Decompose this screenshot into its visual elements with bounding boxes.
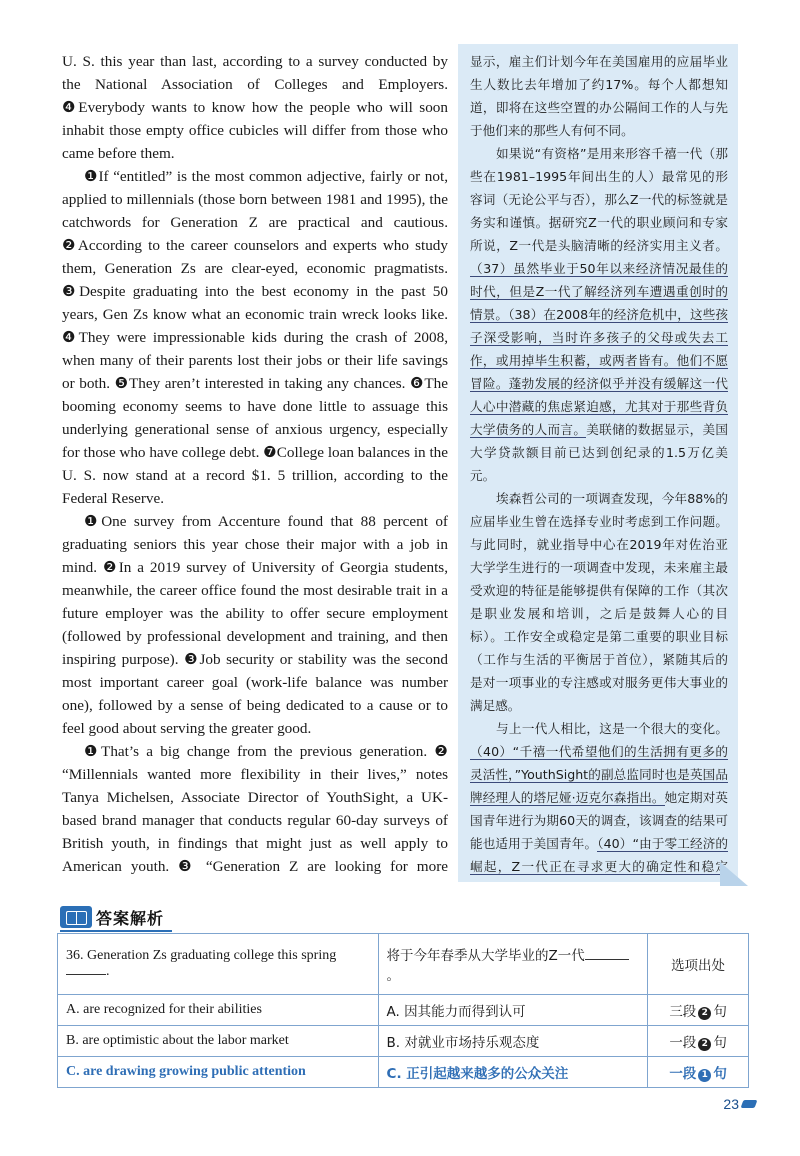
option-english: B. are optimistic about the labor market [58, 1026, 379, 1057]
option-chinese: B. 对就业市场持乐观态度 [378, 1026, 648, 1057]
sentence-number-badge: 2 [698, 1038, 711, 1051]
question-row [58, 934, 749, 995]
answer-section-header [60, 904, 164, 930]
sentence-number-badge: 2 [698, 1007, 711, 1020]
sentence-number-badge: 1 [698, 1069, 711, 1082]
underlined-evidence-37-38: （37）虽然毕业于50年以来经济情况最佳的时代，但是Z一代了解经济列车遭遇重创时的情景。（38）在2008年的经济危机中，这些孩子深受影响，当时许多孩子的父母或失去工作，或用掉毕生积蓄，或两者皆有。他们不愿冒险。蓬勃发展的经济似乎并没有缓解这一代人心中潜藏的焦虑紧迫感，尤其对于那些背负大学债务的人而言。 [470, 261, 728, 437]
translation-paragraph-1: 显示，雇主们计划今年在美国雇用的应届毕业生人数比去年增加了约17%。每个人都想知道，即将在这些空置的办公隔间工作的人与先于他们来的那些人有何不同。 [470, 54, 728, 138]
option-english: C. are drawing growing public attention [58, 1057, 379, 1088]
option-chinese: C. 正引起越来越多的公众关注 [378, 1057, 648, 1088]
chinese-translation [458, 44, 738, 882]
translation-paragraph-3: 埃森哲公司的一项调查发现，今年88%的应届毕业生曾在选择专业时考虑到工作问题。与此同时，就业指导中心在2019年对佐治亚大学学生进行的一项调查中发现，未来雇主最受欢迎的特征是能够提供有保障的工作（其次是职业发展和培训，之后是鼓舞人心的目标）。工作安全或稳定是第二重要的职业目标（工作与生活的平衡居于首位），紧随其后的是对一项事业的专注感或对服务更伟大事业的满足感。 [470, 491, 728, 713]
english-passage [62, 50, 448, 882]
book-icon [60, 906, 92, 928]
paragraph-1: U. S. this year than last, according to a survey conducted by the National Association of Colleges and Employers. ❹Everybody wants to know how the people who will soon inhabit those empty office cubicles will differ from those who came before them. [62, 53, 448, 162]
answer-table [57, 933, 749, 1088]
underlined-evidence-40a: （40）“千禧一代希望他们的生活拥有更多的灵活性，”YouthSight的副总监同时也是英国品牌经理人的塔尼娅·迈克尔森指出。 [470, 744, 728, 805]
option-source: 一段 2 句 [648, 1026, 749, 1057]
underlined-evidence-40b: （40）“由于零工经济的崛起，Z一代正在寻求更大的确定性和稳定 [470, 836, 728, 882]
option-chinese: A. 因其能力而得到认可 [378, 995, 648, 1026]
option-source: 三段 2 句 [648, 995, 749, 1026]
blank-line [66, 974, 106, 975]
option-row-a [58, 995, 749, 1026]
question-english: 36. Generation Zs graduating college this spring . [58, 934, 379, 995]
paragraph-2: ❶If “entitled” is the most common adjective, fairly or not, applied to millennials (those born between 1981 and 1995), the catchwords for Generation Z are practical and cautious. ❷According to the career counselors and experts who study them, Generation Zs are clear-eyed, economic pragmatists. ❸Despite graduating into the best economy in the past 50 years, Gen Zs know what an economic train wreck looks like. ❹They were impressionable kids during the crash of 2008, when many of their parents lost their jobs or their life savings or both. ❺They aren’t interested in taking any chances. ❻The booming economy seems to have done little to assuage this underlying generational sense of anxious urgency, especially for those who have college debt. ❼College loan balances in the U. S. now stand at a record $1. 5 trillion, according to the Federal Reserve. [62, 168, 448, 507]
header-underline [60, 930, 172, 932]
source-header: 选项出处 [648, 934, 749, 995]
graduation-cap-icon [741, 1100, 758, 1108]
option-source: 一段 1 句 [648, 1057, 749, 1088]
page-number: 23 [723, 1096, 756, 1112]
question-chinese: 将于今年春季从大学毕业的Z一代。 [378, 934, 648, 995]
option-row-b [58, 1026, 749, 1057]
paragraph-4: ❶That’s a big change from the previous generation. ❷ “Millennials wanted more flexibility in their lives,” notes Tanya Michelsen, Associate Director of YouthSight, a UK-based brand manager that conducts regular 60-day surveys of British youth, in findings that might just as well apply to American youth. ❸ “Generation Z are looking for more [62, 743, 448, 875]
blank-line [585, 959, 629, 960]
section-title: 答案解析 [96, 908, 165, 928]
translation-paragraph-2: 如果说“有资格”是用来形容千禧一代（那些在1981–1995年间出生的人）最常见的形容词（无论公平与否），那么Z一代的标签就是务实和谨慎。据研究Z一代的职业顾问和专家所说，Z一代是头脑清晰的经济实用主义者。（37）虽然毕业于50年以来经济情况最佳的时代，但是Z一代了解经济列车遭遇重创时的情景。（38）在2008年的经济危机中，这些孩子深受影响，当时许多孩子的父母或失去工作，或用掉毕生积蓄，或两者皆有。他们不愿冒险。蓬勃发展的经济似乎并没有缓解这一代人心中潜藏的焦虑紧迫感，尤其对于那些背负大学债务的人而言。美联储的数据显示，美国大学贷款额目前已达到创纪录的1.5万亿美元。 [470, 146, 729, 483]
page-fold-corner [720, 862, 748, 886]
option-english: A. are recognized for their abilities [58, 995, 379, 1026]
translation-paragraph-4: 与上一代人相比，这是一个很大的变化。（40）“千禧一代希望他们的生活拥有更多的灵活性，”YouthSight的副总监同时也是英国品牌经理人的塔尼娅·迈克尔森指出。她定期对英国青年进行为期60天的调查，该调查的结果可能也适用于美国青年。（40）“由于零工经济的崛起，Z一代正在寻求更大的确定性和稳定 [470, 717, 728, 882]
option-row-c-correct [58, 1057, 749, 1088]
paragraph-3: ❶One survey from Accenture found that 88 percent of graduating seniors this year chose their major with a job in mind. ❷In a 2019 survey of University of Georgia students, meanwhile, the career office found the most desirable trait in a future employer was the ability to offer secure employment (followed by professional development and training, and then inspiring purpose). ❸Job security or stability was the second most important career goal (work-life balance was number one), followed by a sense of being dedicated to a cause or to feel good about serving the greater good. [62, 513, 448, 737]
